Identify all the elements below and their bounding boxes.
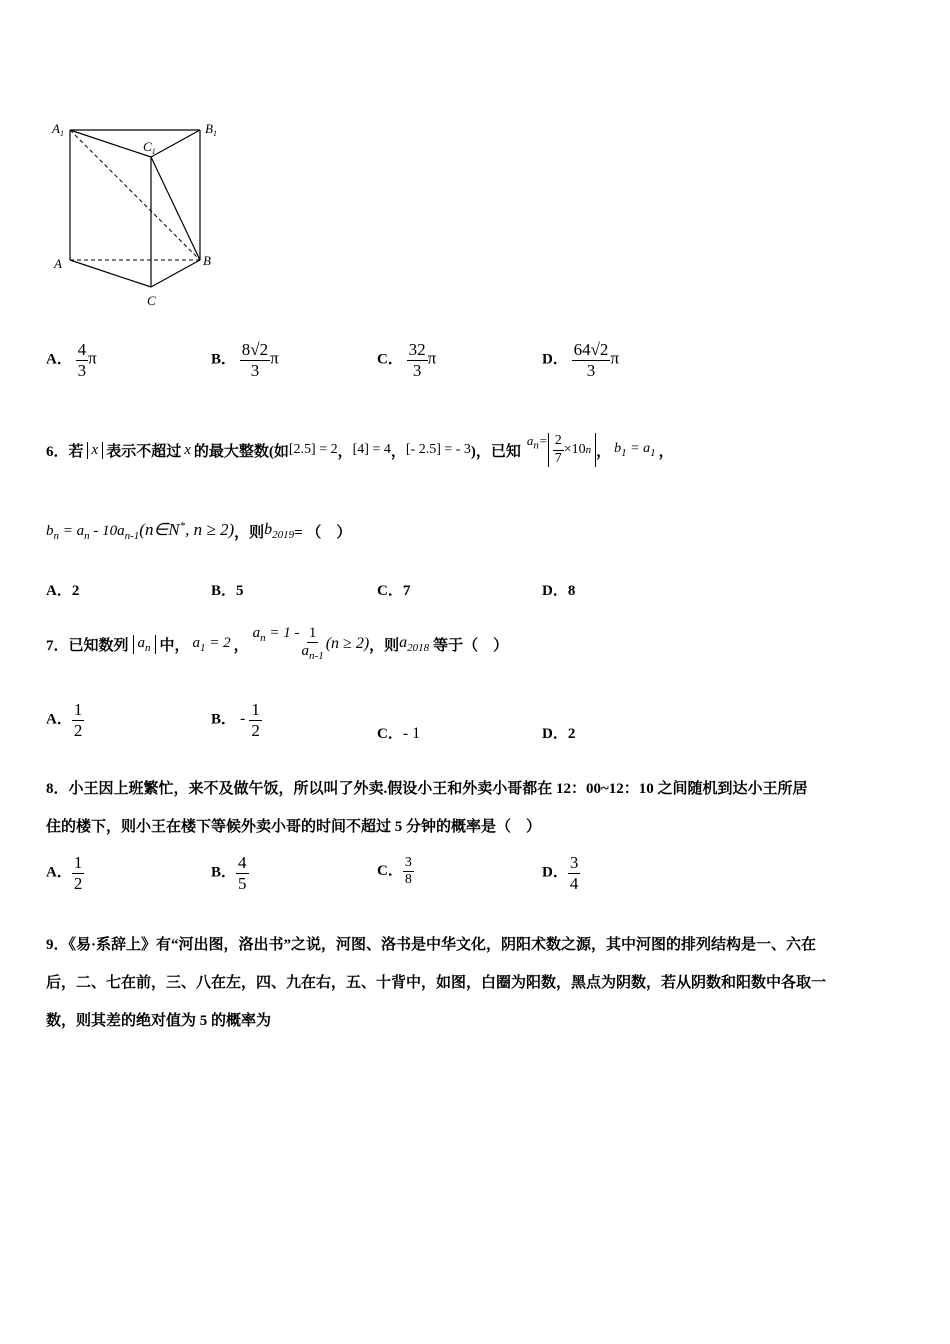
edge-a-c <box>70 260 151 287</box>
q5-option-a[interactable]: A． $\frac{4}{3}$ π <box>46 340 97 380</box>
option-letter: C． <box>377 351 403 368</box>
floor-bracket: $\frac{2}{7}$ ×10 n <box>548 433 596 466</box>
q6-option-d[interactable]: D．8 <box>542 583 576 599</box>
b1-definition: $b_1 = a_1$ <box>614 441 656 459</box>
q8-option-b[interactable]: B． $\frac{4}{5}$ <box>211 853 247 893</box>
fraction: $\frac{3}{8}$ <box>404 855 412 888</box>
edge-c1-b1 <box>151 130 200 157</box>
label-b: B <box>203 253 211 268</box>
label-c: C <box>147 293 156 308</box>
q5-option-c[interactable]: C． $\frac{32}{3}$ π <box>377 340 437 380</box>
q7-option-d[interactable]: D．2 <box>542 726 576 742</box>
label-b1: $B_1$ <box>205 121 217 138</box>
fraction: $\frac{64√2}{3}$ <box>573 340 609 380</box>
q9-stem: 9．《易·系辞上》有“河出图，洛出书”之说，河图、洛书是中华文化，阴阳术数之源，其中河图的排列结构是一、六在 后，二、七在前，三、八在左，四、九在右，五、十背中，如图，白圈为阳数，黑点为阴数，若从阴数和阳数中各取一 数，则其差的绝对值为 5 的概率为 <box>46 937 827 1029</box>
q6-option-a[interactable]: A．2 <box>46 583 80 599</box>
label-a1: $A_1$ <box>52 121 64 138</box>
fraction: $\frac{3}{4}$ <box>569 853 579 893</box>
prism-figure <box>40 115 240 315</box>
label-a: A <box>54 256 62 271</box>
q6-stem-line1: 6．若 x 表示不超过 x 的最大整数(如 [2.5] = 2 ， [4] = 4 ， [- 2.5] = - 3 )，已知 $a_n=$ $\frac{2}{7}$ ×10 n ， $b_1 = a_1$ ， <box>46 432 674 466</box>
edge-a1-c1 <box>70 130 151 157</box>
fraction: $\frac{1}{a_{n-1}}$ <box>301 625 324 663</box>
q7-stem: 7．已知数列 $a_n$ 中， $a_1 = 2$ ， $a_n = 1$ - $\frac{1}{a_{n-1}}$ (n ≥ 2) ，则 $a_{2018}$ 等于（ ） <box>46 624 509 663</box>
q7-option-c[interactable]: C．- 1 <box>377 725 421 742</box>
q7-option-b[interactable]: B． - $\frac{1}{2}$ <box>211 700 260 740</box>
fraction: $\frac{4}{5}$ <box>238 853 247 893</box>
option-letter: A． <box>46 351 72 368</box>
an-definition: $a_n=$ <box>526 432 548 452</box>
fraction: $\frac{1}{2}$ <box>73 700 83 740</box>
bn-recurrence: $b_n = a_n$ - $10a_{n-1}(n\in N^*$, n ≥ 2) <box>46 520 235 542</box>
q7-option-a[interactable]: A． $\frac{1}{2}$ <box>46 700 83 740</box>
fraction: $\frac{1}{2}$ <box>251 700 260 740</box>
diag-c1-b <box>151 157 200 260</box>
edge-c-b <box>151 260 200 287</box>
q5-option-b[interactable]: B． $\frac{8√2}{3}$ π <box>211 340 279 380</box>
diag-a1-b-hidden <box>70 130 200 260</box>
q8-option-a[interactable]: A． $\frac{1}{2}$ <box>46 853 83 893</box>
q8-option-c[interactable]: C． $\frac{3}{8}$ <box>377 855 412 888</box>
q5-option-d[interactable]: D． $\frac{64√2}{3}$ π <box>542 340 620 380</box>
q6-option-c[interactable]: C．7 <box>377 583 411 599</box>
label-c1: $C_1$ <box>143 139 156 156</box>
fraction: $\frac{32}{3}$ <box>408 340 426 380</box>
fraction: $\frac{4}{3}$ <box>77 340 87 380</box>
q6-stem-line2: $b_n = a_n$ - $10a_{n-1}(n\in N^*$, n ≥ 2) ，则 $b_{2019}$ = （ ） <box>46 520 352 542</box>
fraction: $\frac{8√2}{3}$ <box>241 340 269 380</box>
option-letter: B． <box>211 351 237 368</box>
q8-stem: 8．小王因上班繁忙，来不及做午饭，所以叫了外卖.假设小王和外卖小哥都在 12：00~12：10 之间随机到达小王所居 住的楼下，则小王在楼下等候外卖小哥的时间不超过 5 分钟的概率是（ ） <box>46 781 808 835</box>
option-letter: D． <box>542 351 568 368</box>
fraction: $\frac{1}{2}$ <box>73 853 83 893</box>
q6-option-b[interactable]: B．5 <box>211 583 244 599</box>
q8-option-d[interactable]: D． $\frac{3}{4}$ <box>542 853 579 893</box>
